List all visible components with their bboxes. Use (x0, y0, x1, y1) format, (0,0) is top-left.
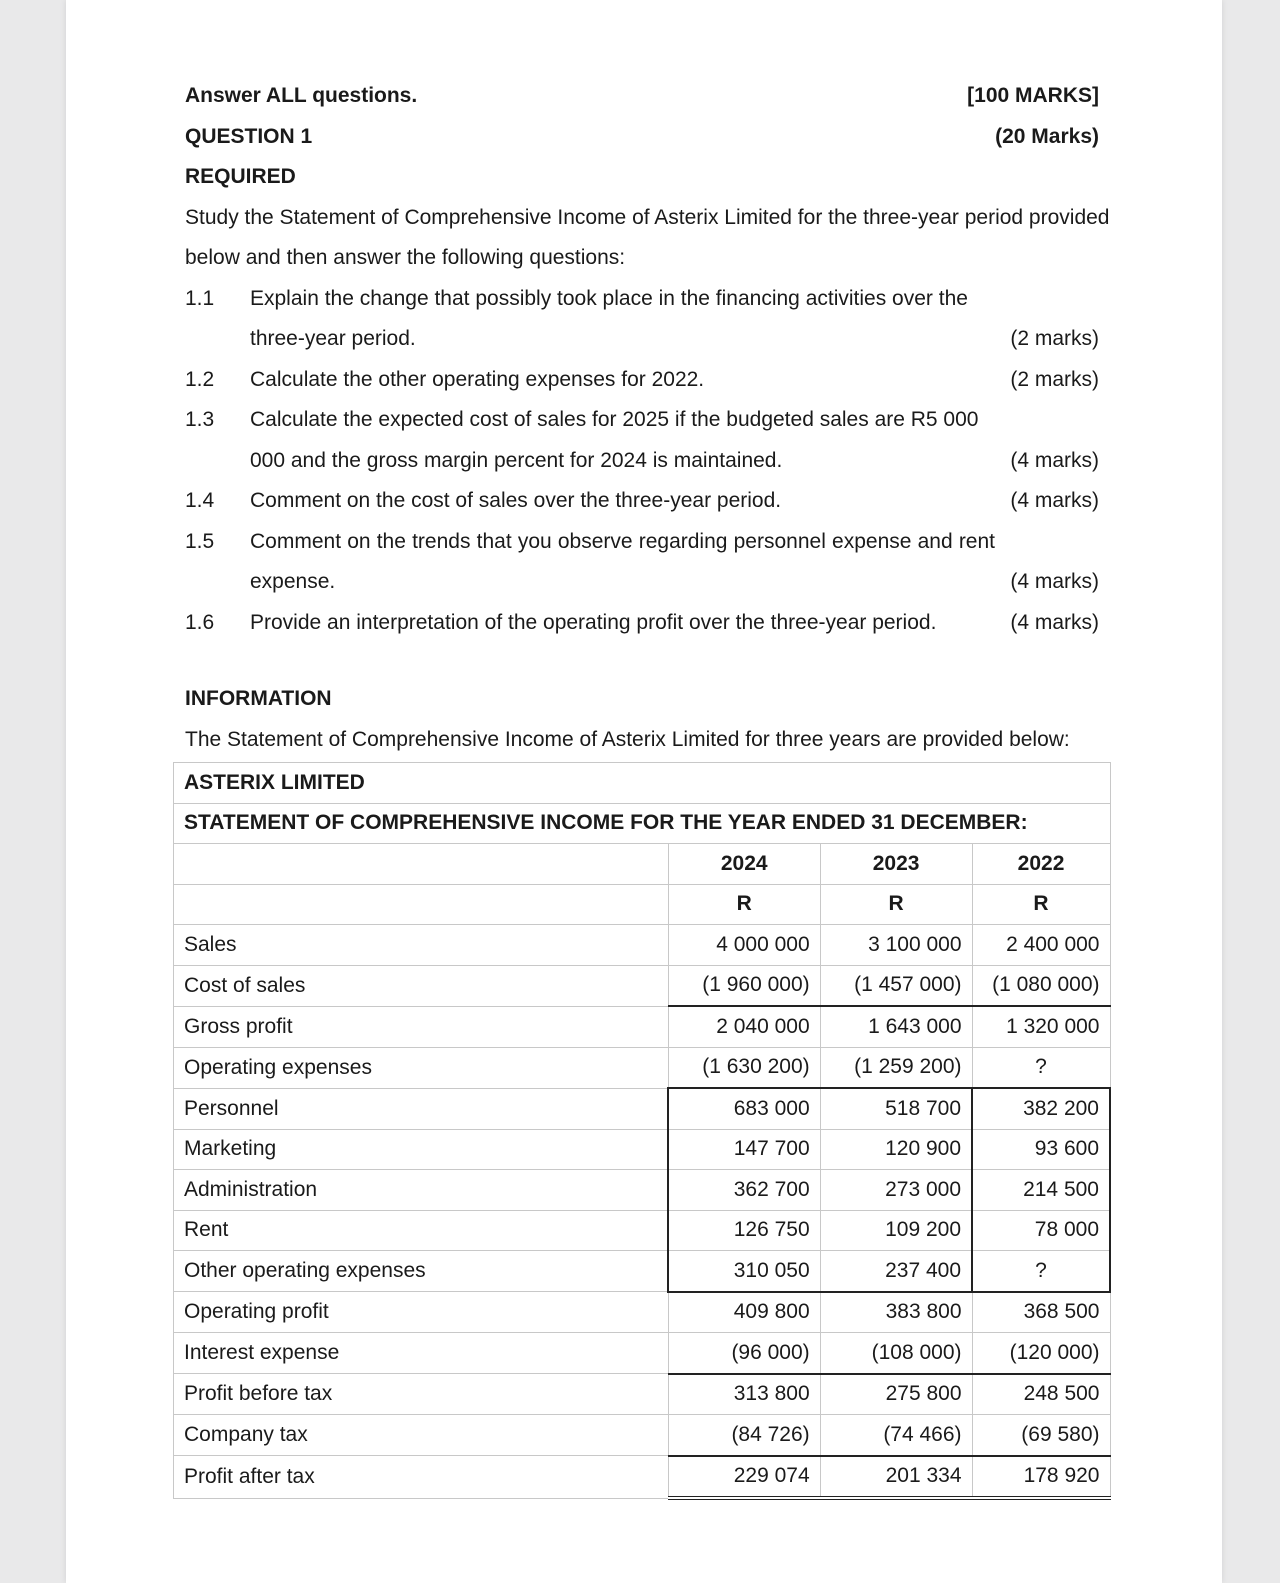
question-number: 1.6 (185, 610, 215, 634)
question-item-1-2 (185, 360, 1111, 401)
table-row (174, 1006, 1111, 1047)
row-value: 275 800 (820, 1374, 972, 1415)
row-value: 126 750 (668, 1210, 820, 1251)
row-label: Operating profit (174, 1292, 669, 1333)
table-row (174, 1170, 1111, 1211)
row-value: 313 800 (668, 1374, 820, 1415)
question-marks: (4 marks) (1010, 448, 1099, 472)
row-value: 1 643 000 (820, 1006, 972, 1047)
row-label: Profit before tax (174, 1374, 669, 1415)
question-section (185, 80, 1111, 764)
row-label: Cost of sales (174, 965, 669, 1006)
table-row (174, 1251, 1111, 1292)
row-value: 383 800 (820, 1292, 972, 1333)
row-value: 201 334 (820, 1456, 972, 1499)
row-value: 2 400 000 (972, 925, 1110, 966)
row-value: 3 100 000 (820, 925, 972, 966)
required-label: REQUIRED (185, 165, 296, 188)
question-title: QUESTION 1 (185, 124, 313, 148)
row-label: Company tax (174, 1415, 669, 1456)
question-item-1-4 (185, 481, 1111, 522)
question-heading (185, 121, 1111, 162)
information-label: INFORMATION (185, 687, 332, 710)
row-label: Profit after tax (174, 1456, 669, 1499)
question-text: Provide an interpretation of the operating profit over the three-year period. (250, 610, 937, 634)
row-value: 368 500 (972, 1292, 1110, 1333)
row-value: (108 000) (820, 1333, 972, 1374)
row-value: 178 920 (972, 1456, 1110, 1499)
row-label: Administration (174, 1170, 669, 1211)
row-value: ? (972, 1047, 1110, 1088)
row-label: Sales (174, 925, 669, 966)
intro-paragraph: Study the Statement of Comprehensive Income of Asterix Limited for the three-year period provided below and then answer the following questions: (185, 205, 1110, 269)
row-value: 120 900 (820, 1129, 972, 1170)
question-marks: (4 marks) (1010, 610, 1099, 634)
row-value: 147 700 (668, 1129, 820, 1170)
question-number: 1.4 (185, 489, 215, 512)
row-value: 78 000 (972, 1210, 1110, 1251)
table-header-currency (174, 884, 1111, 925)
row-value: 683 000 (668, 1088, 820, 1129)
question-item-1-1 (185, 279, 1111, 360)
row-label: Personnel (174, 1088, 669, 1129)
question-item-1-5 (185, 522, 1111, 603)
question-marks: (4 marks) (1010, 570, 1099, 593)
statement-title: STATEMENT OF COMPREHENSIVE INCOME FOR THE YEAR ENDED 31 DECEMBER: (174, 803, 1111, 844)
question-number: 1.1 (185, 286, 215, 310)
table-header-years (174, 844, 1111, 885)
year-header: 2024 (668, 844, 820, 885)
row-value: (1 457 000) (820, 965, 972, 1006)
row-value: (84 726) (668, 1415, 820, 1456)
company-name: ASTERIX LIMITED (174, 763, 1111, 804)
currency-header: R (972, 884, 1110, 925)
row-value: (1 630 200) (668, 1047, 820, 1088)
row-value: (96 000) (668, 1333, 820, 1374)
question-text: Comment on the trends that you observe regarding personnel expense and rent expense. (250, 529, 995, 593)
table-row (174, 1129, 1111, 1170)
row-value: (1 080 000) (972, 965, 1110, 1006)
table-row (174, 1456, 1111, 1499)
table-row (174, 1333, 1111, 1374)
row-label: Gross profit (174, 1006, 669, 1047)
row-value: (120 000) (972, 1333, 1110, 1374)
question-number: 1.2 (185, 367, 215, 391)
income-statement-table (173, 762, 1111, 1500)
year-header: 2023 (820, 844, 972, 885)
row-value: 237 400 (820, 1251, 972, 1292)
row-value: 409 800 (668, 1292, 820, 1333)
table-row (174, 1415, 1111, 1456)
currency-header: R (668, 884, 820, 925)
row-value: 229 074 (668, 1456, 820, 1499)
row-value: 4 000 000 (668, 925, 820, 966)
table-row (174, 763, 1111, 804)
table-row (174, 925, 1111, 966)
row-value: 310 050 (668, 1251, 820, 1292)
row-value: 273 000 (820, 1170, 972, 1211)
instruction-line (185, 80, 1111, 121)
row-label: Interest expense (174, 1333, 669, 1374)
row-value: 518 700 (820, 1088, 972, 1129)
question-number: 1.3 (185, 408, 215, 431)
question-marks: (2 marks) (1010, 367, 1099, 391)
row-value: (1 259 200) (820, 1047, 972, 1088)
table-row (174, 803, 1111, 844)
row-value: 109 200 (820, 1210, 972, 1251)
row-value: 382 200 (972, 1088, 1110, 1129)
currency-header: R (820, 884, 972, 925)
year-header: 2022 (972, 844, 1110, 885)
question-marks: (20 Marks) (995, 124, 1099, 148)
row-value: (1 960 000) (668, 965, 820, 1006)
row-value: 93 600 (972, 1129, 1110, 1170)
row-value: (74 466) (820, 1415, 972, 1456)
question-number: 1.5 (185, 529, 215, 553)
row-value: 214 500 (972, 1170, 1110, 1211)
row-value: 1 320 000 (972, 1006, 1110, 1047)
row-value: 248 500 (972, 1374, 1110, 1415)
row-value: 2 040 000 (668, 1006, 820, 1047)
table-row (174, 1374, 1111, 1415)
question-text: Calculate the other operating expenses for 2022. (250, 367, 705, 391)
table-row (174, 1047, 1111, 1088)
question-text: Calculate the expected cost of sales for 2025 if the budgeted sales are R5 000 000 and the gross margin percent for 2024 is maintained. (250, 408, 979, 472)
row-label: Operating expenses (174, 1047, 669, 1088)
row-label: Marketing (174, 1129, 669, 1170)
table-row (174, 1210, 1111, 1251)
total-marks: [100 MARKS] (967, 84, 1099, 107)
table-row (174, 965, 1111, 1006)
question-marks: (2 marks) (1010, 327, 1099, 350)
question-item-1-6 (185, 603, 1111, 644)
question-text: Explain the change that possibly took place in the financing activities over the three-year period. (250, 286, 968, 350)
question-text: Comment on the cost of sales over the three-year period. (250, 489, 782, 512)
row-value: (69 580) (972, 1415, 1110, 1456)
question-marks: (4 marks) (1010, 489, 1099, 512)
row-label: Rent (174, 1210, 669, 1251)
table-row (174, 1088, 1111, 1129)
row-value: ? (972, 1251, 1110, 1292)
instruction-text: Answer ALL questions. (185, 84, 418, 107)
question-item-1-3 (185, 400, 1111, 481)
row-label: Other operating expenses (174, 1251, 669, 1292)
row-value: 362 700 (668, 1170, 820, 1211)
information-text: The Statement of Comprehensive Income of Asterix Limited for three years are provided below: (185, 727, 1070, 751)
table-row (174, 1292, 1111, 1333)
